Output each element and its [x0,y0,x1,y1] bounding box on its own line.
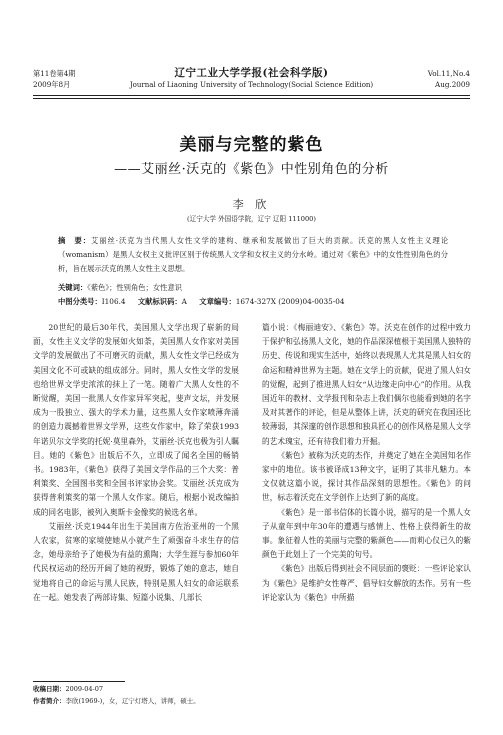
received-date: 2009-04-07 [65,685,103,693]
doc-code-label: 文献标识码： [137,297,182,306]
paragraph: 篇小说：《梅丽迪安》、《紫色》等。沃克在创作的过程中致力于保护和弘扬黑人文化，她的作品深深植根于美国黑人独特的历史、传说和现实生活中，始终以表现黑人尤其是黑人妇女的命运和精神世界为主题。她在文学上的贡献，促进了黑人妇女的觉醒，起到了推进黑人妇女“从边缘走向中心”的作用。从我国近年的教材、文学报刊和杂志上我们偶尔也能看到她的名字及对其著作的评论，但是从整体上讲，沃克的研究在我国还比较薄弱，其深邃的创作思想和独具匠心的创作风格是黑人文学的艺术瑰宝，还有待我们着力开掘。 [262,323,471,446]
journal-title-cn: 辽宁工业大学学报(社会科学版) [174,67,329,79]
author-name: 李 欣 [232,198,271,211]
keywords-label: 关键词： [58,283,88,292]
paragraph: 《紫色》出版后得到社会不同层面的褒贬：一些评论家认为《紫色》是维护女性尊严、倡导妇女解放的杰作。另有一些评论家认为《紫色》中所描 [262,564,471,602]
abstract [58,234,448,276]
footnote-author [33,696,200,706]
paragraph: 《紫色》被称为沃克的杰作，并奠定了她在全美国知名作家中的地位。该书被译成13种文字，证明了其非凡魅力。本文仅就这篇小说，探讨其作品深刻的思想性。《紫色》的问世，标志着沃克在文学创作上达到了新的高度。 [262,450,471,503]
paragraph: 艾丽丝·沃克1944年出生于美国南方佐治亚州的一个黑人农家，贫寒的家境使她从小就产生了顽强奋斗求生存的信念，她母亲给予了她极为有益的熏陶；大学生涯与参加60年代民权运动的经历开阔了她的视野，锻炼了她的意志，她自觉地将自己的命运与黑人民族，特别是黑人妇女的命运联系在一起。她发表了两部诗集、短篇小说集、几部长 [33,521,239,602]
footnote-rule [33,681,125,682]
article-id-value: 1674-327X (2009)04-0035-04 [235,297,345,306]
volume-en: Vol.11,No.4 [427,69,470,78]
issue-number: 第11卷第4期 [33,69,76,78]
author-bio: 李欣(1969-)，女，辽宁灯塔人，讲师，硕士。 [65,697,200,705]
clc-label: 中图分类号： [58,297,102,306]
abstract-text: 艾丽丝·沃克为当代黑人女性文学的建构、继承和发展做出了巨大的贡献。沃克的黑人女性主义理论（womanism）是黑人女权主义批评区别于传统黑人文学和女权主义的分水岭。通过对《紫色》中的女性性别角色的分析，旨在展示沃克的黑人女性主义思想。 [58,236,448,273]
keywords [58,281,182,295]
classification-line [58,295,355,309]
publication-date: 2009年8月 [33,80,71,89]
article-subtitle: ——艾丽丝·沃克的《紫色》中性别角色的分析 [114,162,389,177]
author-bio-label: 作者简介： [33,697,66,705]
footnote-received [33,684,103,694]
article-id-label: 文章编号： [199,297,236,306]
received-label: 收稿日期： [33,685,66,693]
body-column-right [262,321,471,605]
header-rule [33,95,470,99]
doc-code-value: A [181,297,187,306]
paragraph: 20世纪的最后30年代，美国黑人文学出现了崭新的局面，女性主义文学的发展如火如荼，美国黑人女作家对美国文学的发展做出了不可磨灭的贡献，黑人女性文学已经成为美国文化不可或缺的组成部分。同时，黑人女性文学的发展也给世界文学史浓浓的抹上了一笔。随着广大黑人女性的不断觉醒，美国一批黑人女作家异军突起，斐声文坛，并发展成为一股独立、强大的学术力量，这些黑人女作家喷薄奔涌的创造力震撼着世界文学界，这些女作家中，除了荣获1993年诺贝尔文学奖的托妮·莫里森外，艾丽丝·沃克也极为引人瞩目。她的《紫色》出版后不久，立即成了闻名全国的畅销书。1983年，《紫色》获得了美国文学作品的三个大奖：普利策奖、全国图书奖和全国书评家协会奖。艾丽丝·沃克成为获得普利策奖的第一个黑人女作家。随后，根据小说改编拍成的同名电影，被列入奥斯卡金像奖的候选名单。 [33,323,239,517]
body-column-left [33,321,239,605]
article-title: 美丽与完整的紫色 [179,135,324,155]
clc-value: I106.4 [101,297,126,306]
date-en: Aug.2009 [435,80,470,89]
abstract-label: 摘 要： [58,236,91,245]
keywords-text: 《紫色》；性别角色；女性意识 [87,283,183,292]
header-right [428,68,470,90]
journal-title-en: Journal of Liaoning University of Technology(Social Science Edition) [129,81,374,89]
author-affiliation: (辽宁大学 外国语学院，辽宁 辽阳 111000) [187,215,316,223]
paragraph: 《紫色》是一部书信体的长篇小说，描写的是一个黑人女子从童年到中年30年的遭遇与感情上、性格上获得新生的故事。象征着人性的美丽与完整的紫颜色——而莉心仪已久的紫颜色于此划上了一个完美的句号。 [262,507,471,560]
